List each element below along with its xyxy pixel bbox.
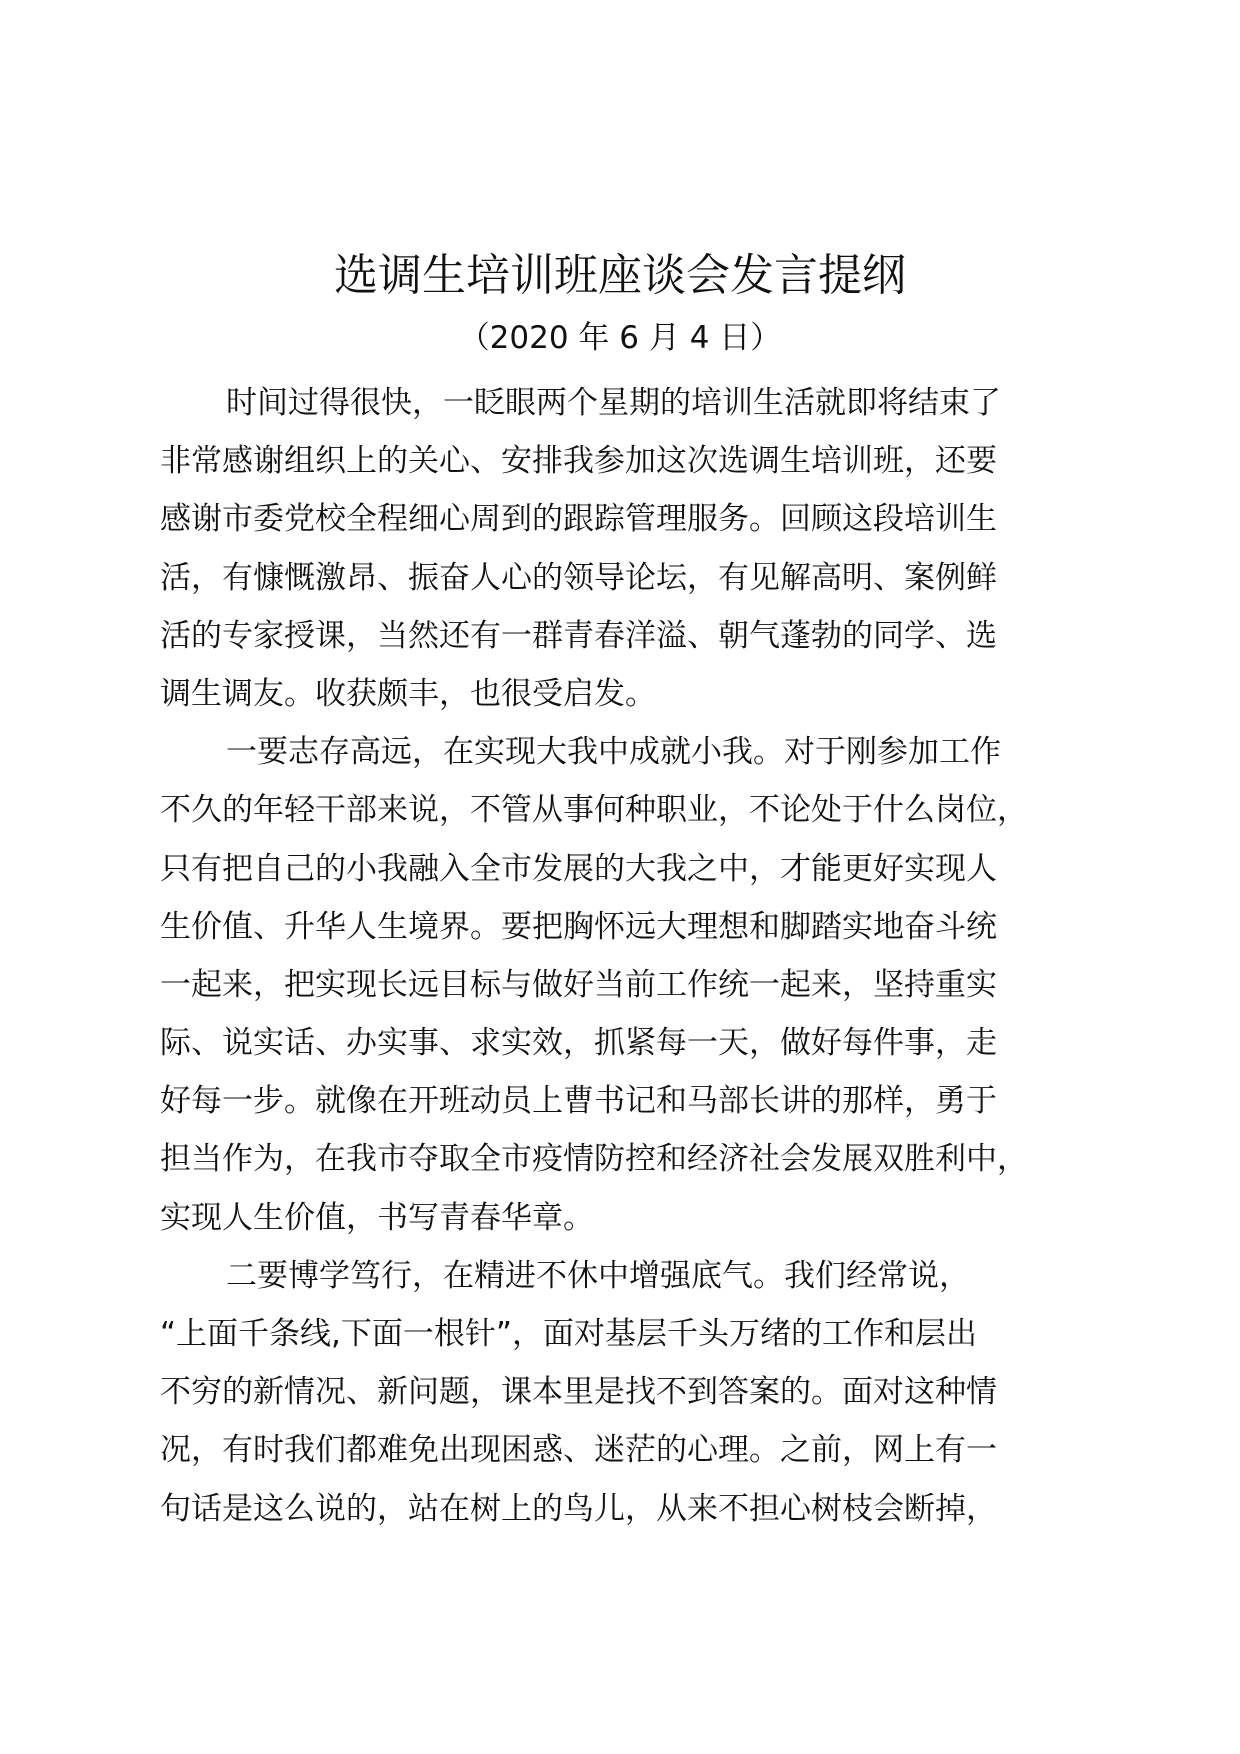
text-line: 句话是这么说的，站在树上的鸟儿，从来不担心树枝会断掉， <box>160 1490 997 1527</box>
text-line: 非常感谢组织上的关心、安排我参加这次选调生培训班，还要 <box>160 443 997 480</box>
text-line: 调生调友。收获颇丰，也很受启发。 <box>160 675 656 712</box>
document-title: 选调生培训班座谈会发言提纲 <box>334 250 906 301</box>
text-line: 不穷的新情况、新问题，课本里是找不到答案的。面对这种情 <box>160 1374 997 1411</box>
text-line: 实现人生价值，书写青春华章。 <box>160 1199 594 1236</box>
text-line: 活的专家授课，当然还有一群青春洋溢、朝气蓬勃的同学、选 <box>160 617 997 654</box>
text-line: 活，有慷慨激昂、振奋人心的领导论坛，有见解高明、案例鲜 <box>160 559 997 596</box>
text-line: 不久的年轻干部来说，不管从事何种职业，不论处于什么岗位， <box>160 792 1028 829</box>
text-line: 只有把自己的小我融入全市发展的大我之中，才能更好实现人 <box>160 850 997 887</box>
text-line: 际、说实话、办实事、求实效，抓紧每一天，做好每件事，走 <box>160 1025 997 1062</box>
text-line: 时间过得很快，一眨眼两个星期的培训生活就即将结束了 <box>226 385 1001 421</box>
paragraph-2 <box>160 723 1090 1247</box>
text-line: 一起来，把实现长远目标与做好当前工作统一起来，坚持重实 <box>160 966 997 1003</box>
text-line: 担当作为，在我市夺取全市疫情防控和经济社会发展双胜利中， <box>160 1141 1028 1178</box>
paragraph-3 <box>160 1247 1090 1538</box>
text-line: 感谢市委党校全程细心周到的跟踪管理服务。回顾这段培训生 <box>160 501 997 538</box>
text-line: 一要志存高远，在实现大我中成就小我。对于刚参加工作 <box>226 734 1001 771</box>
text-line: 好每一步。就像在开班动员上曹书记和马部长讲的那样，勇于 <box>160 1083 997 1120</box>
text-line: 况，有时我们都难免出现困惑、迷茫的心理。之前，网上有一 <box>160 1432 997 1469</box>
paragraph-1 <box>160 374 1090 723</box>
text-line: 生价值、升华人生境界。要把胸怀远大理想和脚踏实地奋斗统 <box>160 908 997 945</box>
text-line: 二要博学笃行，在精进不休中增强底气。我们经常说， <box>226 1257 970 1294</box>
document-date: （2020 年 6 月 4 日） <box>458 320 782 356</box>
text-line: “上面千条线,下面一根针”，面对基层千头万绪的工作和层出 <box>160 1316 977 1352</box>
document-body <box>160 374 1090 1538</box>
